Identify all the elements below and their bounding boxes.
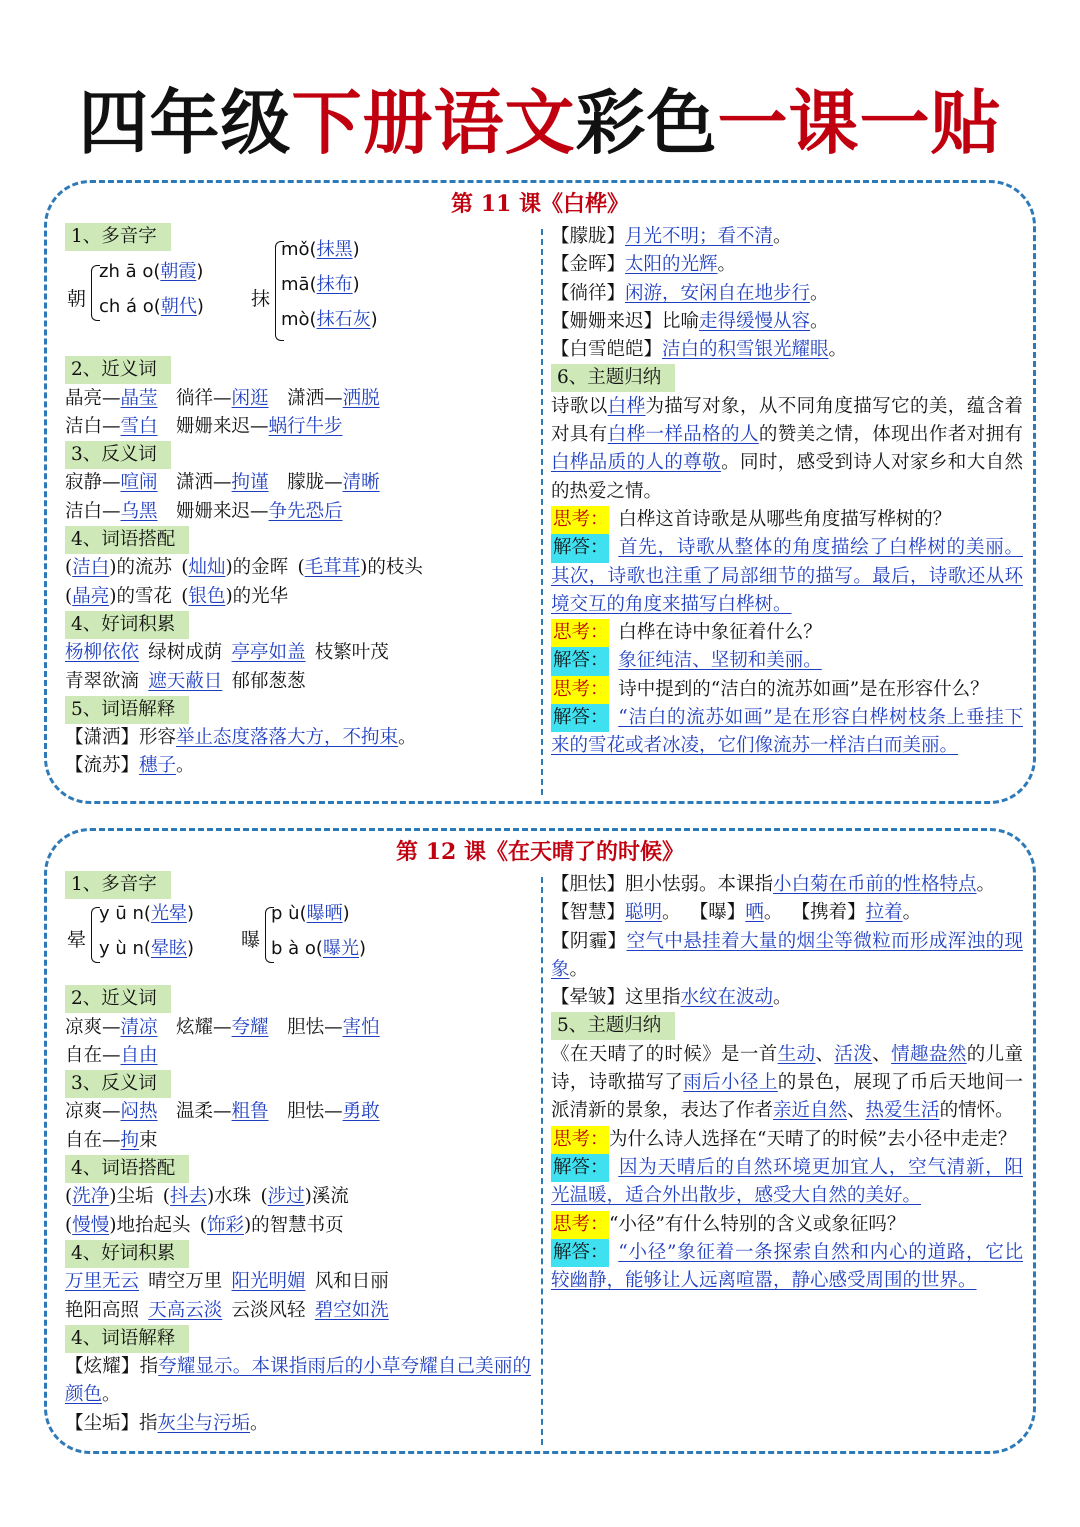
question: 思考： 白桦在诗中象征着什么？ bbox=[551, 619, 1023, 647]
lesson-12-title: 第 12 课《在天晴了的时候》 bbox=[396, 839, 684, 865]
section-header: 4、词语搭配 bbox=[65, 526, 189, 554]
answer-label: 解答： bbox=[551, 704, 609, 732]
section-header: 1、多音字 bbox=[65, 871, 171, 899]
synonym-row: 自在—自由 bbox=[65, 1044, 158, 1066]
answer-label: 解答： bbox=[551, 647, 609, 675]
reading: y ū n(光晕) bbox=[99, 903, 194, 925]
collocation-row: (晶亮)的雪花 (银色)的光华 bbox=[65, 585, 289, 607]
polyphone-char: 朝 bbox=[67, 288, 87, 311]
answer: 解答： “洁白的流苏如画”是在形容白桦树枝条上垂挂下来的雪花或者冰凌，它们像流苏一样洁白而美丽。 bbox=[551, 704, 1023, 761]
reading: mǒ(抹黑) bbox=[281, 239, 360, 261]
good-words-row: 杨柳依依 绿树成荫 亭亭如盖 枝繁叶茂 bbox=[65, 642, 389, 664]
section-header: 5、词语解释 bbox=[65, 696, 189, 724]
think-label: 思考： bbox=[551, 1211, 609, 1239]
explanation-row: 【朦胧】月光不明；看不清。 bbox=[551, 226, 792, 247]
polyphone-char: 曝 bbox=[241, 929, 261, 952]
answer-label: 解答： bbox=[551, 534, 609, 562]
title-part-2: 下册语文 bbox=[291, 82, 576, 164]
question: 思考： 诗中提到的“洁白的流苏如画”是在形容什么？ bbox=[551, 676, 1023, 704]
theme-paragraph: 《在天晴了的时候》是一首生动、活泼、情趣盎然的儿童诗，诗歌描写了雨后小径上的景色，展现了币后天地间一派清新的景象，表达了作者亲近自然、热爱生活的情怀。 bbox=[551, 1043, 1023, 1122]
question: 思考：“小径”有什么特别的含义或象征吗？ bbox=[551, 1211, 1023, 1239]
think-label: 思考： bbox=[551, 506, 609, 534]
explanation-row: 【尘垢】指灰尘与污垢。 bbox=[65, 1412, 269, 1434]
lesson-11-right-column bbox=[551, 223, 1023, 761]
reading: zh ā o(朝霞) bbox=[99, 261, 204, 283]
antonym-row: 凉爽—闷热 温柔—粗鲁 胆怯—勇敢 bbox=[65, 1101, 380, 1123]
lesson-12-right-column bbox=[551, 871, 1023, 1295]
antonym-row: 自在—拘束 bbox=[65, 1129, 158, 1151]
good-words-row: 万里无云 晴空万里 阳光明媚 风和日丽 bbox=[65, 1271, 389, 1293]
synonym-row: 凉爽—清凉 炫耀—夸耀 胆怯—害怕 bbox=[65, 1016, 380, 1038]
reading: y ù n(晕眩) bbox=[99, 938, 194, 960]
title-part-3: 彩色 bbox=[575, 82, 718, 164]
polyphone-block bbox=[65, 239, 531, 351]
good-words-row: 艳阳高照 天高云淡 云淡风轻 碧空如洗 bbox=[65, 1299, 389, 1321]
antonym-row: 寂静—喧闹 潇洒—拘谨 朦胧—清晰 bbox=[65, 472, 380, 494]
explanation-row: 【徜徉】闲游，安闲自在地步行。 bbox=[551, 282, 829, 304]
synonym-row: 晶亮—晶莹 徜徉—闲逛 潇洒—洒脱 bbox=[65, 387, 380, 409]
reading: b à o(曝光) bbox=[271, 938, 366, 960]
explanation-row: 【晕皱】这里指水纹在波动。 bbox=[551, 987, 792, 1009]
reading: mò(抹石灰) bbox=[281, 309, 378, 331]
answer: 解答： 因为天晴后的自然环境更加宜人，空气清新，阳光温暖，适合外出散步，感受大自然的美好。 bbox=[551, 1154, 1023, 1211]
column-divider bbox=[541, 229, 543, 795]
section-header: 6、主题归纳 bbox=[551, 364, 675, 392]
explanation-row: 【胆怯】胆小怯弱。本课指小白菊在币前的性格特点。 bbox=[551, 874, 996, 895]
title-part-1: 四年级 bbox=[78, 82, 292, 164]
reading: ch á o(朝代) bbox=[99, 296, 204, 318]
explanation-row: 【白雪皑皑】洁白的积雪银光耀眼。 bbox=[551, 339, 848, 361]
collocation-row: (洗净)尘垢 (抖去)水珠 (涉过)溪流 bbox=[65, 1186, 349, 1208]
answer: 解答： 首先，诗歌从整体的角度描绘了白桦树的美丽。其次，诗歌也注重了局部细节的描写。最后，诗歌还从环境交互的角度来描写白桦树。 bbox=[551, 534, 1023, 619]
explanation-row: 【智慧】聪明。 【曝】晒。 【携着】拉着。 bbox=[551, 902, 922, 924]
section-header: 3、反义词 bbox=[65, 441, 171, 469]
answer: 解答： 象征纯洁、坚韧和美丽。 bbox=[551, 647, 1023, 675]
explanation-row: 【炫耀】指夸耀显示。本课指雨后的小草夸耀自己美丽的颜色。 bbox=[65, 1356, 531, 1406]
theme-paragraph: 诗歌以白桦为描写对象，从不同角度描写它的美，蕴含着对具有白桦一样品格的人的赞美之情，体现出作者对拥有白桦品质的人的尊敬。同时，感受到诗人对家乡和大自然的热爱之情。 bbox=[551, 395, 1023, 502]
section-header: 2、近义词 bbox=[65, 356, 171, 384]
antonym-row: 洁白—乌黑 姗姗来迟—争先恐后 bbox=[65, 500, 343, 522]
section-header: 4、好词积累 bbox=[65, 611, 189, 639]
reading: mā(抹布) bbox=[281, 274, 360, 296]
section-header: 4、好词积累 bbox=[65, 1240, 189, 1268]
polyphone-block bbox=[65, 899, 531, 985]
explanation-row: 【金晖】太阳的光辉。 bbox=[551, 254, 737, 276]
reading: p ù(曝晒) bbox=[271, 903, 350, 925]
collocation-row: (慢慢)地抬起头 (饰彩)的智慧书页 bbox=[65, 1214, 344, 1236]
title-part-4: 一课一贴 bbox=[717, 82, 1002, 164]
section-header: 2、近义词 bbox=[65, 985, 171, 1013]
lesson-11-title: 第 11 课《白桦》 bbox=[451, 191, 629, 217]
section-header: 5、主题归纳 bbox=[551, 1012, 675, 1040]
explanation-row: 【阴霾】空气中悬挂着大量的烟尘等微粒而形成浑浊的现象。 bbox=[551, 930, 1023, 980]
think-label: 思考： bbox=[551, 676, 609, 704]
lesson-12-card bbox=[44, 828, 1036, 1454]
polyphone-char: 抹 bbox=[251, 288, 271, 311]
explanation-row: 【姗姗来迟】比喻走得缓慢从容。 bbox=[551, 310, 829, 332]
column-divider bbox=[541, 877, 543, 1445]
collocation-row: (洁白)的流苏 (灿灿)的金晖 (毛茸茸)的枝头 bbox=[65, 557, 423, 579]
explanation-row: 【潇洒】形容举止态度落落大方，不拘束。 bbox=[65, 727, 417, 749]
question: 思考：为什么诗人选择在“天晴了的时候”去小径中走走？ bbox=[551, 1126, 1023, 1154]
lesson-12-left-column bbox=[65, 871, 531, 1438]
synonym-row: 洁白—雪白 姗姗来迟—蜗行牛步 bbox=[65, 415, 343, 437]
answer-label: 解答： bbox=[551, 1154, 609, 1182]
question: 思考： 白桦这首诗歌是从哪些角度描写桦树的？ bbox=[551, 506, 1023, 534]
answer-label: 解答： bbox=[551, 1239, 609, 1267]
lesson-11-left-column bbox=[65, 223, 531, 781]
section-header: 3、反义词 bbox=[65, 1070, 171, 1098]
polyphone-char: 晕 bbox=[67, 929, 87, 952]
section-header: 4、词语解释 bbox=[65, 1325, 189, 1353]
section-header: 4、词语搭配 bbox=[65, 1155, 189, 1183]
think-label: 思考： bbox=[551, 619, 609, 647]
section-header: 1、多音字 bbox=[65, 223, 171, 251]
think-label: 思考： bbox=[551, 1126, 609, 1154]
page-title bbox=[0, 78, 1080, 168]
explanation-row: 【流苏】穗子。 bbox=[65, 755, 195, 777]
answer: 解答： “小径”象征着一条探索自然和内心的道路，它比较幽静，能够让人远离喧嚣，静心感受周围的世界。 bbox=[551, 1239, 1023, 1296]
lesson-11-card bbox=[44, 180, 1036, 804]
good-words-row: 青翠欲滴 遮天蔽日 郁郁葱葱 bbox=[65, 670, 306, 692]
